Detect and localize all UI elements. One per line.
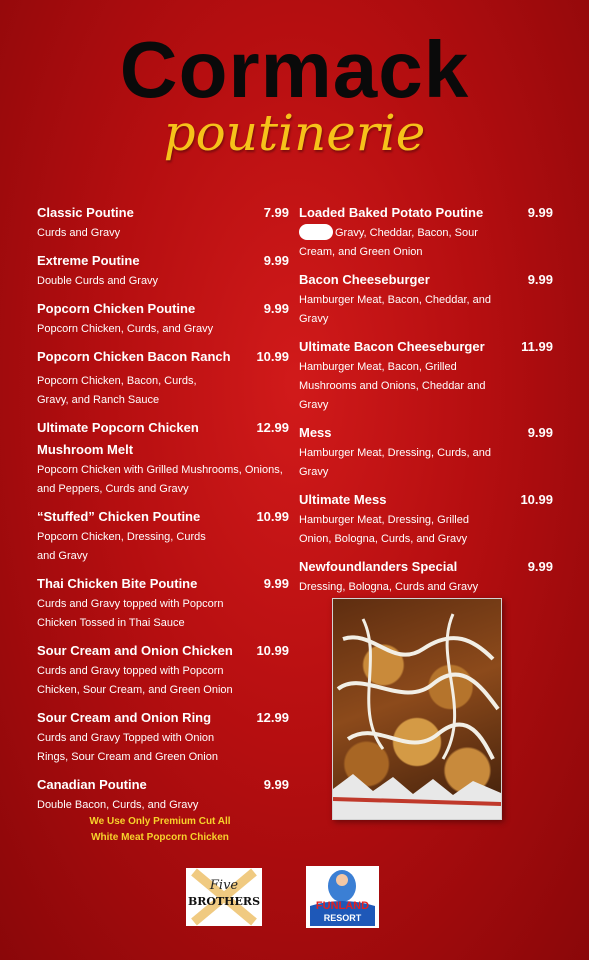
menu-item-name: Ultimate Popcorn Chicken Mushroom Melt — [37, 420, 199, 457]
menu-item — [37, 506, 289, 566]
poutine-photo — [332, 598, 502, 820]
menu-item — [37, 202, 289, 243]
five-brothers-logo-top: Five — [209, 878, 239, 893]
menu-item-price: 9.99 — [263, 576, 289, 591]
menu-item — [37, 707, 289, 767]
menu-item-description: Hamburger Meat, Dressing, Curds, and Gravy — [299, 447, 491, 478]
menu-item-description: Double Curds and Gravy — [37, 275, 159, 287]
menu-item-name: Mess — [299, 425, 332, 440]
menu-item-name: “Stuffed” Chicken Poutine — [37, 509, 201, 524]
menu-item-description: Curds and Gravy — [37, 227, 121, 239]
restaurant-title: Cormack — [119, 25, 470, 114]
menu-item-price: 10.99 — [256, 509, 289, 524]
menu-item-description-text: Gravy, Cheddar, Bacon, Sour Cream, and Green Onion — [299, 227, 478, 258]
menu-column-left — [37, 202, 289, 822]
menu-item-price: 9.99 — [263, 301, 289, 316]
menu-item — [37, 573, 289, 633]
menu-item-description: Hamburger Meat, Bacon, Cheddar, and Gravy — [299, 294, 492, 325]
menu-item — [37, 250, 289, 291]
menu-item-name: Extreme Poutine — [37, 253, 140, 268]
restaurant-subtitle: poutinerie — [163, 104, 426, 162]
menu-item-price: 9.99 — [263, 777, 289, 792]
menu-item — [37, 346, 289, 410]
menu-item — [299, 336, 553, 415]
menu-item-name: Bacon Cheeseburger — [299, 272, 430, 287]
menu-item-description: Hamburger Meat, Bacon, Grilled Mushrooms and Onions, Cheddar and Gravy — [299, 361, 486, 411]
menu-item-price: 9.99 — [527, 559, 553, 574]
menu-item-price: 9.99 — [527, 205, 553, 220]
redaction-mark — [299, 224, 333, 240]
menu-item-description: Double Bacon, Curds, and Gravy — [37, 799, 199, 811]
menu-item-price: 11.99 — [521, 339, 553, 354]
menu-item-price: 10.99 — [256, 349, 289, 364]
menu-item-description: Popcorn Chicken, Dressing, Curds and Gravy — [37, 531, 206, 562]
menu-item-name: Ultimate Bacon Cheeseburger — [299, 339, 485, 354]
menu-item-price: 9.99 — [263, 253, 289, 268]
funland-resort-logo-bottom: RESORT — [323, 913, 362, 923]
chicken-note-line1: We Use Only Premium Cut All — [89, 816, 231, 827]
menu-item-description — [299, 224, 553, 262]
menu-item-price: 9.99 — [527, 272, 553, 287]
menu-item-price: 12.99 — [256, 710, 289, 725]
menu-item-name: Canadian Poutine — [37, 777, 147, 792]
menu-item-description: Curds and Gravy topped with Popcorn Chicken, Sour Cream, and Green Onion — [37, 665, 233, 696]
menu-item — [37, 774, 289, 815]
menu-item-name: Popcorn Chicken Bacon Ranch — [37, 349, 231, 364]
menu-item-name: Popcorn Chicken Poutine — [37, 301, 196, 316]
menu-item — [37, 417, 289, 499]
chicken-note-line2: White Meat Popcorn Chicken — [91, 832, 229, 843]
menu-item-name: Sour Cream and Onion Ring — [37, 710, 212, 725]
menu-item — [37, 298, 289, 339]
menu-item-name: Newfoundlanders Special — [299, 559, 458, 574]
menu-item-name: Ultimate Mess — [299, 492, 387, 507]
menu-item-description: Curds and Gravy topped with Popcorn Chicken Tossed in Thai Sauce — [37, 598, 224, 629]
five-brothers-logo — [186, 868, 262, 926]
menu-item — [37, 640, 289, 700]
menu-item-price: 10.99 — [256, 643, 289, 658]
menu-item-description: Popcorn Chicken, Curds, and Gravy — [37, 323, 214, 335]
menu-item-description: Curds and Gravy Topped with Onion Rings, Sour Cream and Green Onion — [37, 732, 218, 763]
menu-item-price: 7.99 — [263, 205, 289, 220]
menu-item — [299, 422, 553, 482]
menu-item-name: Loaded Baked Potato Poutine — [299, 205, 484, 220]
poutine-photo-drizzle — [333, 599, 501, 819]
menu-item-name: Sour Cream and Onion Chicken — [37, 643, 233, 658]
menu-item-description: Hamburger Meat, Dressing, Grilled Onion, Bologna, Curds, and Gravy — [299, 514, 469, 545]
menu-item-description: Popcorn Chicken with Grilled Mushrooms, Onions, and Peppers, Curds and Gravy — [37, 464, 283, 495]
menu-item-price: 9.99 — [527, 425, 553, 440]
menu-item — [299, 556, 553, 597]
funland-resort-logo-top: FUNLAND — [315, 900, 370, 912]
menu-item-name: Classic Poutine — [37, 205, 134, 220]
menu-item-price: 10.99 — [520, 492, 553, 507]
funland-resort-logo — [306, 866, 379, 928]
menu-item-name: Thai Chicken Bite Poutine — [37, 576, 198, 591]
menu-item-description: Popcorn Chicken, Bacon, Curds, Gravy, and Ranch Sauce — [37, 375, 197, 406]
menu-item — [299, 202, 553, 262]
menu-item — [299, 269, 553, 329]
chicken-note — [40, 814, 280, 846]
five-brothers-logo-bottom: BROTHERS — [187, 895, 261, 908]
menu-column-right — [299, 202, 553, 604]
menu-item-price: 12.99 — [256, 420, 289, 435]
menu-item — [299, 489, 553, 549]
menu-item-description: Dressing, Bologna, Curds and Gravy — [299, 581, 479, 593]
